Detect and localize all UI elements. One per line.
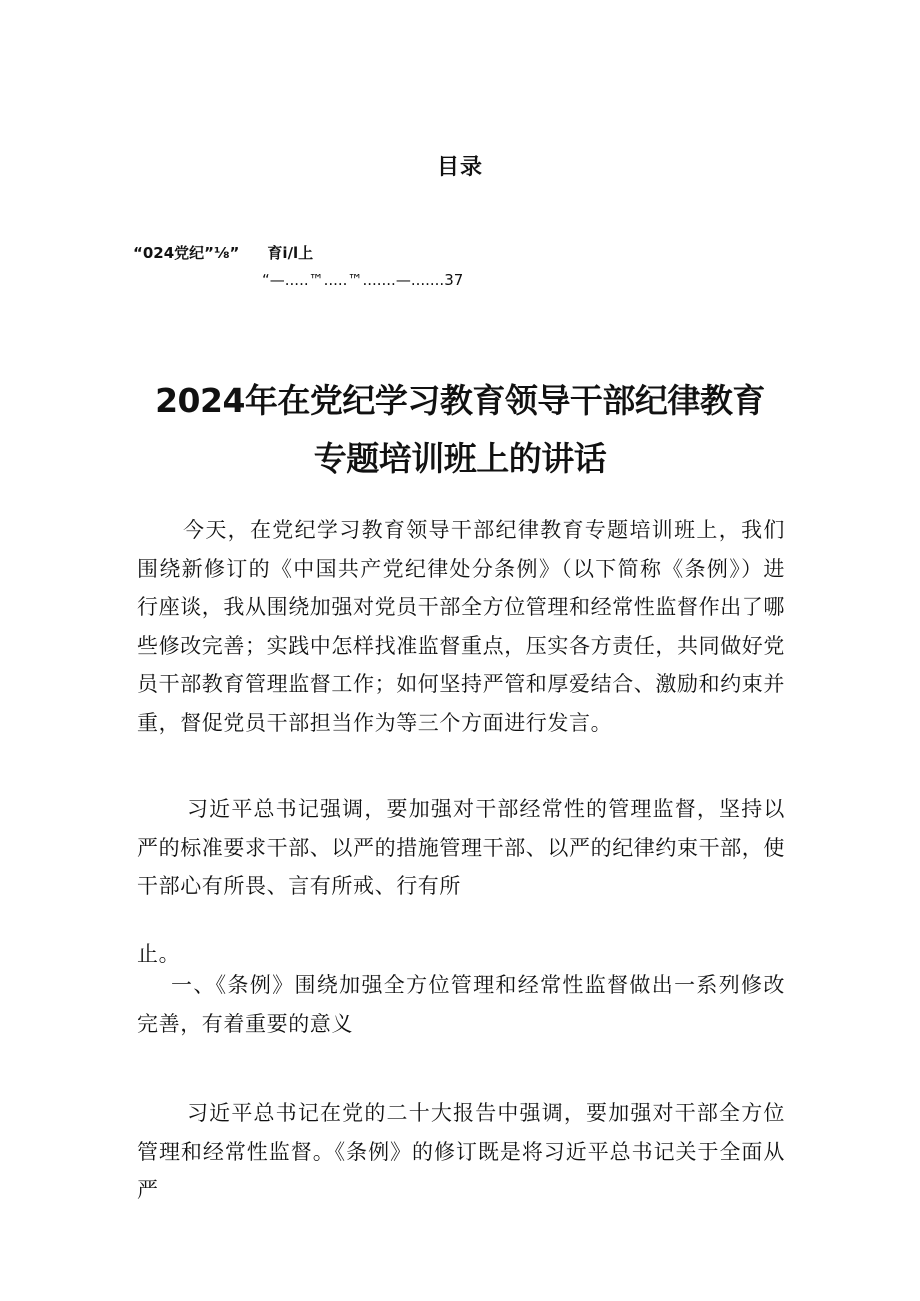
document-title — [0, 372, 920, 488]
paragraph-section-1: 习近平总书记在党的二十大报告中强调，要加强对干部全方位管理和经常性监督。《条例》的修订既是将习近平总书记关于全面从严 — [137, 1101, 785, 1202]
toc-entry-line1[interactable] — [133, 242, 313, 263]
paragraph-quote: 习近平总书记强调，要加强对干部经常性的管理监督，坚持以严的标准要求干部、以严的措施管理干部、以严的纪律约束干部，使干部心有所畏、言有所戒、行有所 — [137, 797, 785, 898]
toc-entry-text-a: “024党纪”⅛” — [133, 244, 240, 262]
paragraph-quote-tail: 止。 — [137, 942, 181, 966]
section-heading-1: 一、《条例》围绕加强全方位管理和经常性监督做出一系列修改完善，有着重要的意义 — [137, 973, 785, 1036]
toc-entry-leader-page[interactable]: “—.....™.....™.......—.......37 — [262, 271, 464, 289]
toc-title: 目录 — [436, 155, 483, 180]
toc-entry-text-b: 育i∕l上 — [267, 244, 314, 262]
document-title-line2: 专题培训班上的讲话 — [313, 439, 607, 478]
document-title-line1: 2024年在党纪学习教育领导干部纪律教育 — [155, 381, 765, 420]
paragraph-intro: 今天，在党纪学习教育领导干部纪律教育专题培训班上，我们围绕新修订的《中国共产党纪律处分条例》（以下简称《条例》）进行座谈，我从围绕加强对党员干部全方位管理和经常性监督作出了哪些修改完善；实践中怎样找准监督重点，压实各方责任，共同做好党员干部教育管理监督工作；如何坚持严管和厚爱结合、激励和约束并重，督促党员干部担当作为等三个方面进行发言。 — [137, 518, 785, 735]
